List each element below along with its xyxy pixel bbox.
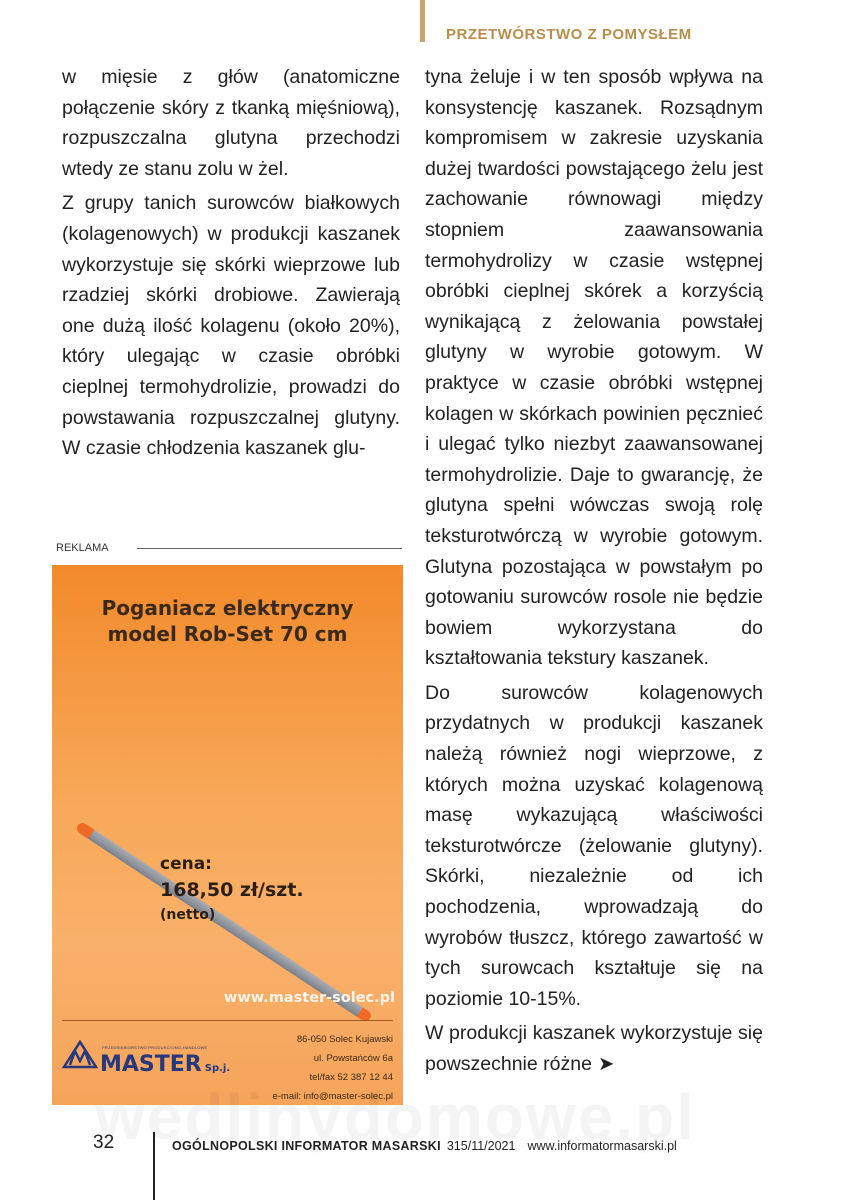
paragraph: w mięsie z głów (anatomiczne połączenie skóry z tkanką mięśniową), rozpuszczalna glutyna przechodzi wtedy ze stanu zolu w żel. <box>62 66 400 180</box>
address-line[interactable]: e-mail: info@master-solec.pl <box>272 1091 393 1102</box>
paragraph: Z grupy tanich surowców białkowych (kolagenowych) w produkcji kaszanek wykorzystuje się skórki wieprzowe lub rzadziej skórki drobiowe. Zawierają one dużą ilość kolagenu (około 20%), który ulegając w czasie obróbki cieplnej termohydrolizie, prowadzi do powstawania rozpuszczalnej glutyny. W czasie chłodzenia kaszanek glu- <box>62 192 400 460</box>
price-label: cena: <box>160 854 212 874</box>
ad-title <box>52 595 403 647</box>
paragraph: tyna żeluje i w ten sposób wpływa na konsystencję kaszanek. Rozsądnym kompromisem w zakresie uzyskania dużej twardości powstającego żelu jest zachowanie równowagi między stopniem zaawansowania termohydrolizy w czasie wstępnej obróbki cieplnej skórek a korzyścią wynikającą z żelowania powstałej glutyny w wyrobie gotowym. W praktyce w czasie obróbki wstępnej kolagen w skórkach powinien pęcznieć i ulegać tylko niezbyt zaawansowanej termohydrolizie. Daje to gwarancję, że glutyna spełni wówczas swoją rolę teksturotwórczą w wyrobie gotowym. Glutyna pozostająca w powstałym po gotowaniu surowców rosole nie będzie bowiem wykorzystana do kształtowania tekstury kaszanek. <box>425 66 763 670</box>
footer <box>172 1139 677 1153</box>
address-line: ul. Powstańców 6a <box>313 1053 393 1064</box>
ad-label: REKLAMA <box>56 542 109 554</box>
continue-arrow-icon: ➤ <box>597 1053 615 1075</box>
master-logo-icon <box>62 1039 98 1069</box>
price-value: 168,50 zł/szt. <box>160 879 304 901</box>
address-line: tel/fax 52 387 12 44 <box>309 1072 393 1083</box>
footer-divider <box>153 1132 155 1200</box>
header-accent-bar <box>420 0 425 42</box>
paragraph: Do surowców kolagenowych przydatnych w produkcji kaszanek należą również nogi wieprzowe, z których można uzyskać kolagenową masę wykazującą właściwości teksturotwórcze (żelowanie glutyny). Skórki, niezależnie od ich pochodzenia, wprowadzają do wyrobów tłuszcz, którego zawartość w tych surowcach kształtuje się na poziomie 10-15%. <box>425 681 763 1010</box>
footer-website-link[interactable]: www.informatormasarski.pl <box>527 1139 677 1153</box>
publication-name: OGÓLNOPOLSKI INFORMATOR MASARSKI <box>172 1139 441 1153</box>
paragraph <box>425 1018 763 1079</box>
page-number: 32 <box>93 1132 115 1153</box>
price-note: (netto) <box>160 907 216 923</box>
advertisement <box>52 565 403 1105</box>
issue-number: 315/11/2021 <box>446 1139 516 1153</box>
company-tagline: PRZEDSIĘBIORSTWO PRODUKCYJNO-HANDLOWE <box>102 1045 208 1050</box>
left-column <box>62 62 400 464</box>
address-line: 86-050 Solec Kujawski <box>296 1034 393 1045</box>
ad-footer-divider <box>62 1020 393 1021</box>
company-address <box>272 1030 393 1105</box>
section-title: PRZETWÓRSTWO Z POMYSŁEM <box>446 26 692 43</box>
ad-title-line: Poganiacz elektryczny <box>101 596 354 620</box>
price-block <box>160 853 304 925</box>
company-name-text: MASTER <box>100 1052 202 1077</box>
ad-website-link[interactable]: www.master-solec.pl <box>223 990 395 1006</box>
right-column <box>425 62 763 1080</box>
ad-title-line: model Rob-Set 70 cm <box>107 622 348 646</box>
paragraph-text: W produkcji kaszanek wykorzystuje się powszechnie różne <box>425 1022 763 1075</box>
ad-divider <box>137 548 402 549</box>
company-name <box>100 1052 230 1077</box>
company-suffix: Sp.j. <box>204 1063 231 1074</box>
